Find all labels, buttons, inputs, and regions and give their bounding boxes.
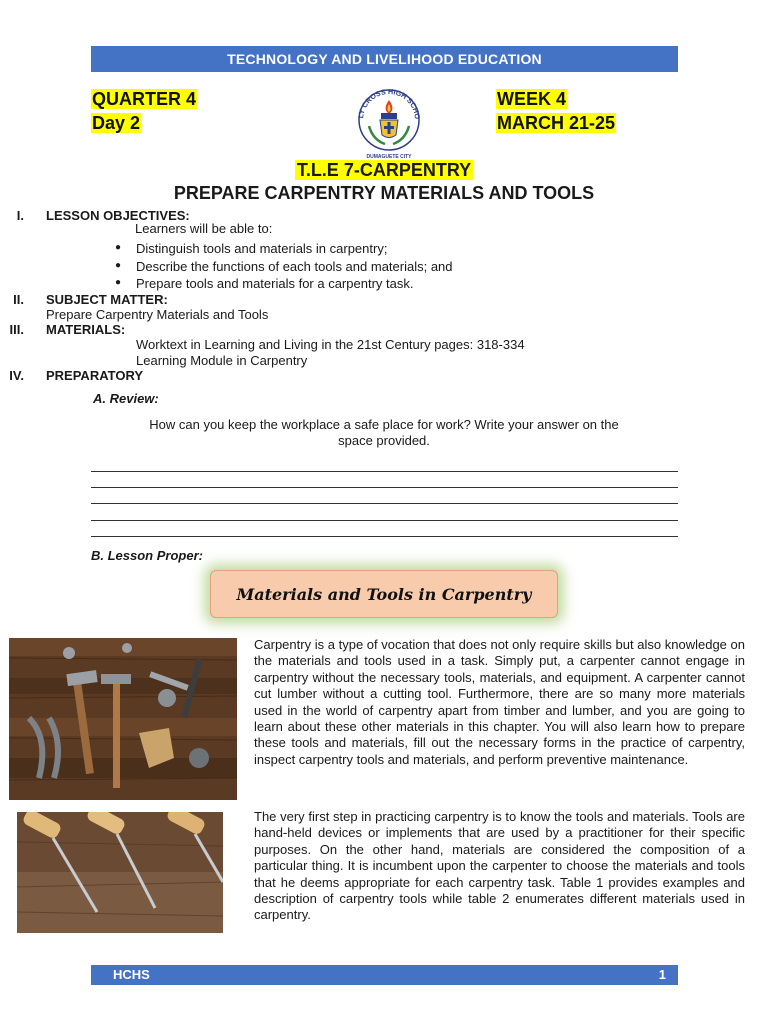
lesson-title-text: Materials and Tools in Carpentry xyxy=(236,584,532,604)
subject-title: T.L.E 7-CARPENTRY xyxy=(296,160,472,180)
bullet-icon: ● xyxy=(115,260,122,271)
svg-text:DUMAGUETE CITY: DUMAGUETE CITY xyxy=(366,154,412,160)
answer-line[interactable] xyxy=(91,520,678,521)
objectives-heading: LESSON OBJECTIVES: xyxy=(46,208,190,223)
day-label: Day 2 xyxy=(92,113,141,133)
subject-matter-text: Prepare Carpentry Materials and Tools xyxy=(46,307,269,322)
paragraph-2: The very first step in practicing carpentry is to know the tools and materials. Tools are hand-held devices or implements that are used by a practitioner for their specific purposes. On the other hand, materials are considered the composition of a particular thing. It is incumbent upon the carpenter to choose the materials and tools that he deems appropriate for each carpentry task. Table 1 provides examples and description of carpentry tools while table 2 enumerates different materials used in carpentry. xyxy=(254,809,745,923)
page-number: 1 xyxy=(658,967,666,982)
review-label: A. Review: xyxy=(93,391,159,406)
answer-line[interactable] xyxy=(91,487,678,488)
material-item: Worktext in Learning and Living in the 21st Century pages: 318-334 xyxy=(136,337,525,352)
objective-item: Distinguish tools and materials in carpentry; xyxy=(136,241,388,256)
bullet-icon: ● xyxy=(115,242,122,253)
section-numeral-4: IV. xyxy=(9,368,24,383)
quarter-label: QUARTER 4 xyxy=(92,89,197,109)
objective-item: Prepare tools and materials for a carpentry task. xyxy=(136,276,414,291)
chisels-photo xyxy=(17,812,223,933)
preparatory-heading: PREPARATORY xyxy=(46,368,144,383)
answer-line[interactable] xyxy=(91,503,678,504)
svg-text:HOLY CROSS HIGH SCHOOL: LY CROSS HIGH SCHO xyxy=(356,86,423,120)
footer-school: HCHS xyxy=(113,967,150,982)
objectives-intro: Learners will be able to: xyxy=(135,221,273,236)
bullet-icon: ● xyxy=(115,277,122,288)
section-numeral-1: I. xyxy=(16,208,24,223)
header-banner: TECHNOLOGY AND LIVELIHOOD EDUCATION xyxy=(91,46,678,72)
review-question-line-1: How can you keep the workplace a safe place for work? Write your answer on the xyxy=(149,417,619,432)
review-question-line-2: space provided. xyxy=(338,433,430,448)
topic-title: PREPARE CARPENTRY MATERIALS AND TOOLS xyxy=(173,183,595,203)
objective-item: Describe the functions of each tools and materials; and xyxy=(136,259,453,274)
material-item: Learning Module in Carpentry xyxy=(136,353,308,368)
footer-bar xyxy=(91,965,678,985)
week-label: WEEK 4 xyxy=(497,89,567,109)
lesson-title-box xyxy=(210,570,558,618)
materials-heading: MATERIALS: xyxy=(46,322,126,337)
date-label: MARCH 21-25 xyxy=(497,113,616,133)
paragraph-1: Carpentry is a type of vocation that does not only require skills but also knowledge on the materials and tools used in a task. Simply put, a carpenter cannot engage in carpentry without the necessary tools, materials, and equipment. A carpenter cannot cut lumber without a cutting tool. Furthermore, there are so many more materials used in the world of carpentry apart from timber and lumber, and you are going to learn about these other materials in this chapter. You will also learn how to prepare these tools and materials, fill out the necessary forms in the practice of carpentry, inspect carpentry tools and materials, and perform preventive maintenance. xyxy=(254,637,745,767)
section-numeral-3: III. xyxy=(9,322,24,337)
section-numeral-2: II. xyxy=(13,292,24,307)
carpentry-tools-photo xyxy=(9,638,237,800)
answer-line[interactable] xyxy=(91,471,678,472)
answer-line[interactable] xyxy=(91,536,678,537)
lesson-proper-label: B. Lesson Proper: xyxy=(91,548,203,563)
subject-matter-heading: SUBJECT MATTER: xyxy=(46,292,168,307)
school-seal-logo xyxy=(355,80,423,162)
